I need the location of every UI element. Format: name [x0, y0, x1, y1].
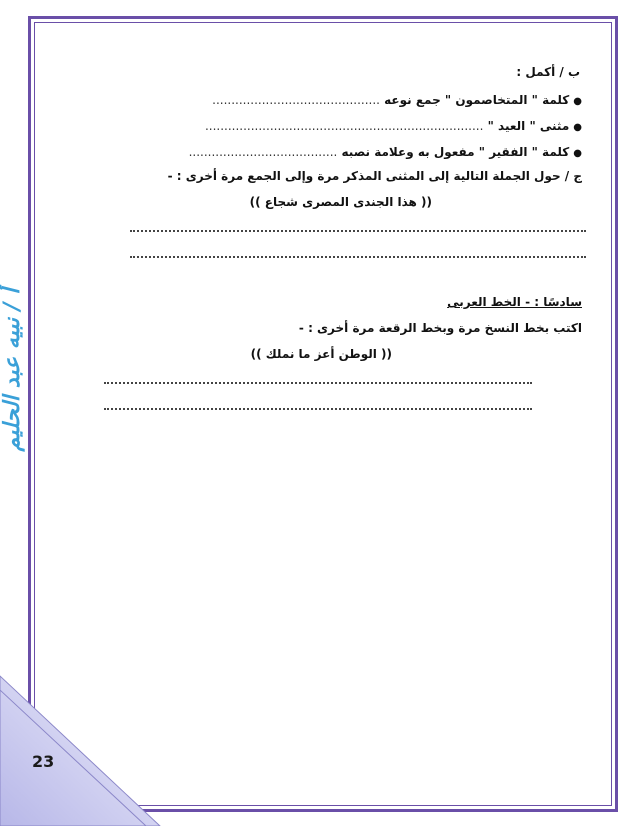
item-dots: .......................................	[188, 145, 338, 159]
bullet-icon: ●	[573, 122, 582, 133]
item-dots: .........................................................................	[204, 119, 484, 133]
bullet-icon: ●	[573, 96, 582, 107]
answer-line	[104, 406, 532, 410]
answer-line	[130, 254, 586, 258]
section-six-sentence: (( الوطن أعز ما نملك ))	[250, 347, 392, 361]
page-number: 23	[32, 752, 55, 771]
item-text: كلمة " الفقير " مفعول به وعلامة نصبه	[341, 145, 570, 159]
section-six-heading: سادسًا : - الخط العربى	[447, 295, 582, 309]
answer-line	[104, 380, 532, 384]
section-b-heading: ب / أكمل :	[516, 65, 580, 79]
section-six-instruction: اكتب بخط النسخ مرة وبخط الرقعة مرة أخرى : -	[298, 321, 582, 335]
section-c-heading: ج / حول الجملة التالية إلى المثنى المذكر مرة وإلى الجمع مرة أخرى : -	[167, 169, 582, 183]
answer-line	[130, 228, 586, 232]
section-c-sentence: (( هذا الجندى المصرى شجاع ))	[249, 195, 432, 209]
item-dots: ............................................	[212, 93, 380, 107]
item-text: كلمة " المتخاصمون " جمع نوعه	[384, 93, 570, 107]
section-b-item-3	[189, 144, 582, 162]
bullet-icon: ●	[573, 148, 582, 159]
item-text: مثنى " العيد "	[487, 119, 570, 133]
section-b-item-1	[212, 92, 582, 110]
side-signature: أ / نبيه عبد الحليم	[0, 288, 25, 452]
section-b-item-2	[205, 118, 582, 136]
